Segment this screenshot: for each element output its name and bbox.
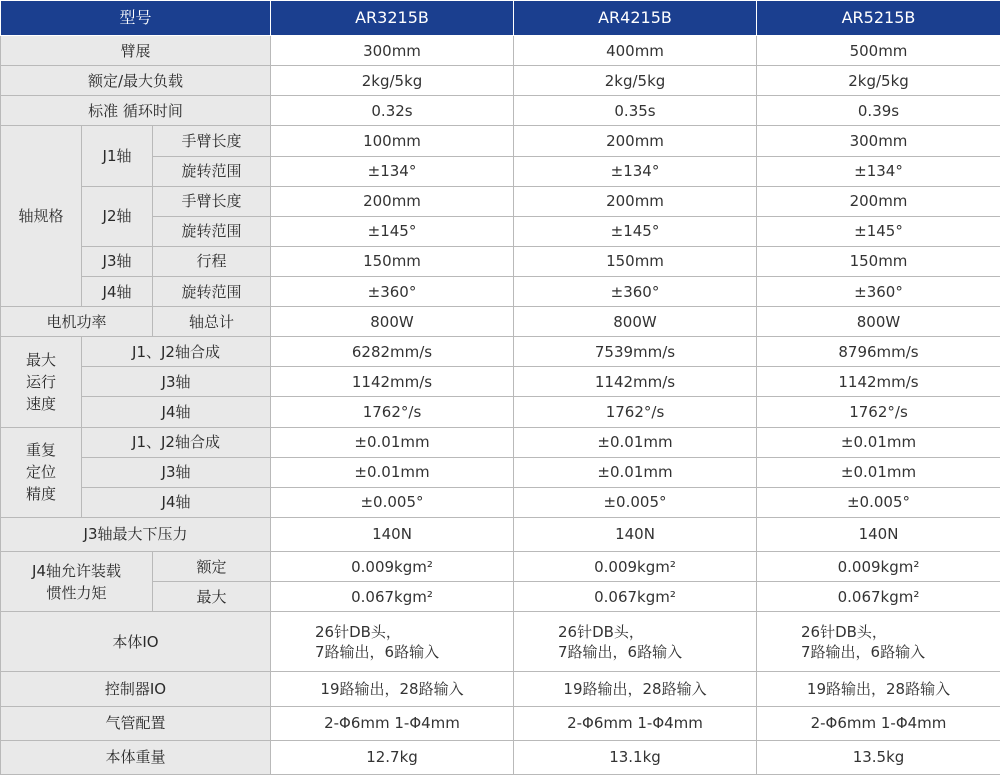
cell-value: 1142mm/s [514, 367, 757, 397]
cell-line: 7路输出，6路输入 [315, 642, 440, 661]
cell-value: ±0.01mm [271, 457, 514, 487]
axis-label-j2: J2轴 [82, 186, 153, 246]
sub-label: J4轴 [82, 397, 271, 427]
cell-value: ±0.005° [271, 487, 514, 517]
label-line: 运行 [25, 372, 56, 391]
label-line: J4轴允许装载 [32, 561, 121, 580]
cell-value: ±145° [514, 216, 757, 246]
axis-label-j3: J3轴 [82, 246, 153, 276]
table-row [1, 457, 1000, 487]
label-line: 定位 [25, 463, 56, 482]
sub-label: J1、J2轴合成 [82, 427, 271, 457]
row-label-axis-spec: 轴规格 [1, 126, 82, 307]
label-line: 速度 [25, 394, 56, 413]
cell-value [271, 612, 514, 672]
cell-value: 140N [514, 517, 757, 551]
cell-value: 800W [271, 307, 514, 337]
cell-line: 26针DB头， [315, 622, 401, 641]
sub-label: 行程 [153, 246, 271, 276]
label-line: 重复 [25, 441, 56, 460]
cell-value: 150mm [271, 246, 514, 276]
cell-value: 0.009kgm² [514, 552, 757, 582]
sub-label: J3轴 [82, 367, 271, 397]
cell-value: 150mm [757, 246, 1000, 276]
table-row [1, 277, 1000, 307]
model-label: 型号 [1, 1, 271, 36]
cell-value: 2kg/5kg [514, 66, 757, 96]
row-label-motor-power: 电机功率 [1, 307, 153, 337]
cell-value: 2-Φ6mm 1-Φ4mm [271, 706, 514, 740]
model-name: AR4215B [514, 1, 757, 36]
cell-value: 400mm [514, 36, 757, 66]
cell-line: 26针DB头， [558, 622, 644, 641]
cell-value: 19路输出，28路输入 [757, 672, 1000, 706]
table-row [1, 36, 1000, 66]
cell-value: ±360° [757, 277, 1000, 307]
row-label-arm-span: 臂展 [1, 36, 271, 66]
row-label-weight: 本体重量 [1, 740, 271, 774]
table-row [1, 427, 1000, 457]
cell-line: 7路输出，6路输入 [558, 642, 683, 661]
table-row [1, 487, 1000, 517]
model-name: AR3215B [271, 1, 514, 36]
cell-value: 1762°/s [271, 397, 514, 427]
row-label-air-tube: 气管配置 [1, 706, 271, 740]
table-row [1, 66, 1000, 96]
cell-value: ±0.005° [514, 487, 757, 517]
cell-value: 200mm [271, 186, 514, 216]
sub-label: 额定 [153, 552, 271, 582]
table-row [1, 367, 1000, 397]
axis-label-j1: J1轴 [82, 126, 153, 186]
cell-value: 12.7kg [271, 740, 514, 774]
cell-value: ±0.01mm [514, 427, 757, 457]
cell-value: ±360° [271, 277, 514, 307]
table-row [1, 246, 1000, 276]
table-row [1, 307, 1000, 337]
cell-value: 0.067kgm² [514, 582, 757, 612]
sub-label: 旋转范围 [153, 277, 271, 307]
cell-value: 0.32s [271, 96, 514, 126]
cell-value: 300mm [757, 126, 1000, 156]
table-row [1, 517, 1000, 551]
table-row [1, 672, 1000, 706]
cell-value: 200mm [514, 126, 757, 156]
cell-value: 2-Φ6mm 1-Φ4mm [514, 706, 757, 740]
sub-label: J3轴 [82, 457, 271, 487]
sub-label: 手臂长度 [153, 126, 271, 156]
cell-value: 150mm [514, 246, 757, 276]
sub-label: 手臂长度 [153, 186, 271, 216]
cell-value: 2kg/5kg [271, 66, 514, 96]
cell-value: 19路输出，28路输入 [271, 672, 514, 706]
cell-value: 100mm [271, 126, 514, 156]
cell-value: 19路输出，28路输入 [514, 672, 757, 706]
cell-value: 0.009kgm² [757, 552, 1000, 582]
cell-value: 1762°/s [514, 397, 757, 427]
cell-value: 0.35s [514, 96, 757, 126]
cell-value: ±134° [757, 156, 1000, 186]
table-row [1, 126, 1000, 156]
axis-label-j4: J4轴 [82, 277, 153, 307]
table-row [1, 740, 1000, 774]
label-line: 最大 [25, 350, 56, 369]
cell-value: ±360° [514, 277, 757, 307]
cell-value: ±0.01mm [757, 457, 1000, 487]
row-label-j3-force: J3轴最大下压力 [1, 517, 271, 551]
row-label-controller-io: 控制器IO [1, 672, 271, 706]
model-name: AR5215B [757, 1, 1000, 36]
cell-value: 7539mm/s [514, 337, 757, 367]
header-row [1, 1, 1000, 36]
cell-value: 2-Φ6mm 1-Φ4mm [757, 706, 1000, 740]
cell-value: ±145° [757, 216, 1000, 246]
cell-value: 1142mm/s [757, 367, 1000, 397]
cell-value: 0.39s [757, 96, 1000, 126]
cell-value: 0.067kgm² [271, 582, 514, 612]
cell-value: 800W [514, 307, 757, 337]
table-row [1, 397, 1000, 427]
table-row [1, 612, 1000, 672]
sub-label: 旋转范围 [153, 156, 271, 186]
row-label-body-io: 本体IO [1, 612, 271, 672]
cell-value: 13.1kg [514, 740, 757, 774]
cell-value: ±0.01mm [757, 427, 1000, 457]
sub-label: J4轴 [82, 487, 271, 517]
row-label-j4-inertia [1, 552, 153, 612]
cell-line: 7路输出，6路输入 [801, 642, 926, 661]
sub-label: J1、J2轴合成 [82, 337, 271, 367]
cell-value: ±0.01mm [271, 427, 514, 457]
row-label-payload: 额定/最大负载 [1, 66, 271, 96]
table-row [1, 96, 1000, 126]
table-row [1, 706, 1000, 740]
cell-line: 26针DB头， [801, 622, 887, 641]
cell-value: 6282mm/s [271, 337, 514, 367]
cell-value: 200mm [757, 186, 1000, 216]
row-label-repeatability [1, 427, 82, 517]
cell-value: 140N [271, 517, 514, 551]
sub-label: 轴总计 [153, 307, 271, 337]
cell-value: 0.009kgm² [271, 552, 514, 582]
cell-value: 1142mm/s [271, 367, 514, 397]
cell-value: 500mm [757, 36, 1000, 66]
label-line: 精度 [25, 485, 56, 504]
row-label-max-speed [1, 337, 82, 427]
cell-value: ±134° [271, 156, 514, 186]
table-row [1, 337, 1000, 367]
cell-value: 1762°/s [757, 397, 1000, 427]
cell-value [514, 612, 757, 672]
table-row [1, 186, 1000, 216]
cell-value: 800W [757, 307, 1000, 337]
cell-value: 13.5kg [757, 740, 1000, 774]
cell-value: ±134° [514, 156, 757, 186]
cell-value: 2kg/5kg [757, 66, 1000, 96]
sub-label: 最大 [153, 582, 271, 612]
cell-value: 8796mm/s [757, 337, 1000, 367]
cell-value: 140N [757, 517, 1000, 551]
cell-value: ±0.01mm [514, 457, 757, 487]
cell-value: 300mm [271, 36, 514, 66]
cell-value: 0.067kgm² [757, 582, 1000, 612]
cell-value: ±145° [271, 216, 514, 246]
row-label-cycle-time: 标准 循环时间 [1, 96, 271, 126]
cell-value [757, 612, 1000, 672]
label-line: 惯性力矩 [46, 583, 107, 602]
table-row [1, 552, 1000, 582]
cell-value: ±0.005° [757, 487, 1000, 517]
sub-label: 旋转范围 [153, 216, 271, 246]
cell-value: 200mm [514, 186, 757, 216]
